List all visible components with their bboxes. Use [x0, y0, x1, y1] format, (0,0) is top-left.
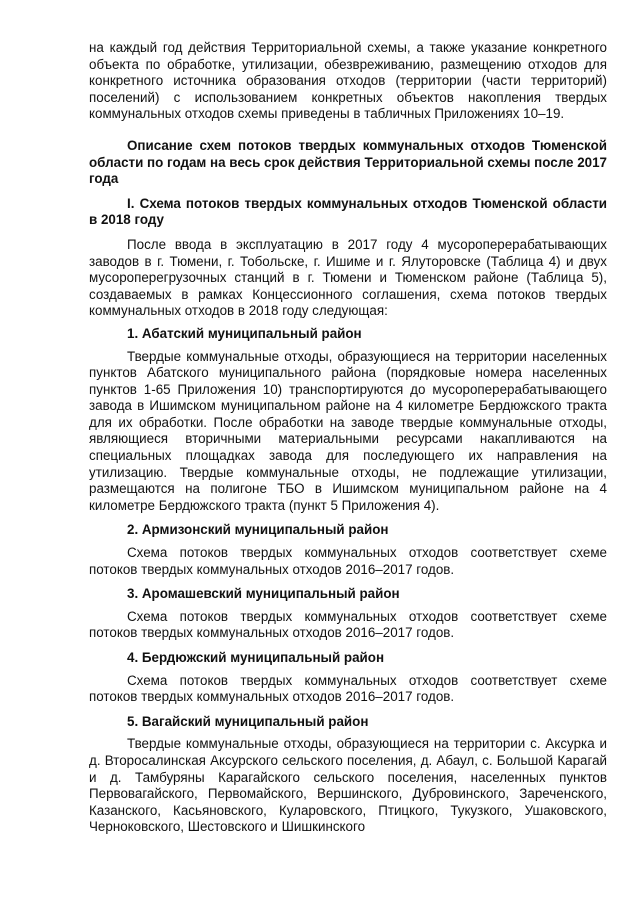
- district-title: 2. Армизонский муниципальный район: [127, 522, 389, 538]
- district-text: Схема потоков твердых коммунальных отходов соответствует схеме потоков твердых коммунальных отходов 2016–2017 годов.: [89, 608, 607, 641]
- document-page: [89, 40, 607, 836]
- district-text: Схема потоков твердых коммунальных отходов соответствует схеме потоков твердых коммунальных отходов 2016–2017 годов.: [89, 672, 607, 705]
- subsection-intro: После ввода в эксплуатацию в 2017 году 4 мусороперерабатывающих заводов в г. Тюмени, г. Тобольске, г. Ишиме и г. Ялуторовске (Таблица 4) и двух мусороперегрузочных станций в г. Тюмени и Тюменском районе (Таблица 5), создаваемых в рамках Концессионного соглашения, схема потоков твердых коммунальных отходов в 2018 году следующая:: [89, 236, 607, 319]
- district-text: Твердые коммунальные отходы, образующиеся на территории с. Аксурка и д. Второсалинская Аксурского сельского поселения, д. Абаул, с. Большой Карагай и д. Тамбуряны Карагайского сельского поселения, населенных пунктов Первовагайского, Первомайского, Вершинского, Дубровинского, Зареченского, Казанского, Касьяновского, Куларовского, Птицкого, Тукузкого, Ушаковского, Черноковского, Шестовского и Шишкинского: [89, 736, 607, 835]
- district-title: 3. Аромашевский муниципальный район: [127, 586, 400, 602]
- intro-paragraph: на каждый год действия Территориальной схемы, а также указание конкретного объекта по обработке, утилизации, обезвреживанию, размещению отходов для конкретного источника образования отходов (территории (части территорий) поселений) с использованием конкретных объектов накопления твердых коммунальных отходов схемы приведены в табличных Приложениях 10–19.: [89, 40, 607, 122]
- subsection-title: I. Схема потоков твердых коммунальных отходов Тюменской области в 2018 году: [89, 195, 607, 228]
- district-title: 4. Бердюжский муниципальный район: [127, 650, 385, 665]
- section-title: Описание схем потоков твердых коммунальных отходов Тюменской области по годам на весь срок действия Территориальной схемы после 2017 года: [89, 137, 607, 187]
- district-text: Твердые коммунальные отходы, образующиеся на территории населенных пунктов Абатского муниципального района (порядковые номера населенных пунктов 1-65 Приложения 10) транспортируются до мусороперерабатывающего завода в Ишимском муниципальном районе на 4 километре Бердюжского тракта для их обработки. После обработки на заводе твердые коммунальные отходы, являющиеся вторичными материальными ресурсами накапливаются на специальных площадках завода для последующего их направления на утилизацию. Твердые коммунальные отходы, не подлежащие утилизации, размещаются на полигоне ТБО в Ишимском муниципальном районе на 4 километре Бердюжского тракта (пункт 5 Приложения 4).: [89, 348, 607, 513]
- district-title: 1. Абатский муниципальный район: [127, 325, 362, 341]
- district-title: 5. Вагайский муниципальный район: [127, 713, 369, 729]
- district-text: Схема потоков твердых коммунальных отходов соответствует схеме потоков твердых коммунальных отходов 2016–2017 годов.: [89, 545, 607, 577]
